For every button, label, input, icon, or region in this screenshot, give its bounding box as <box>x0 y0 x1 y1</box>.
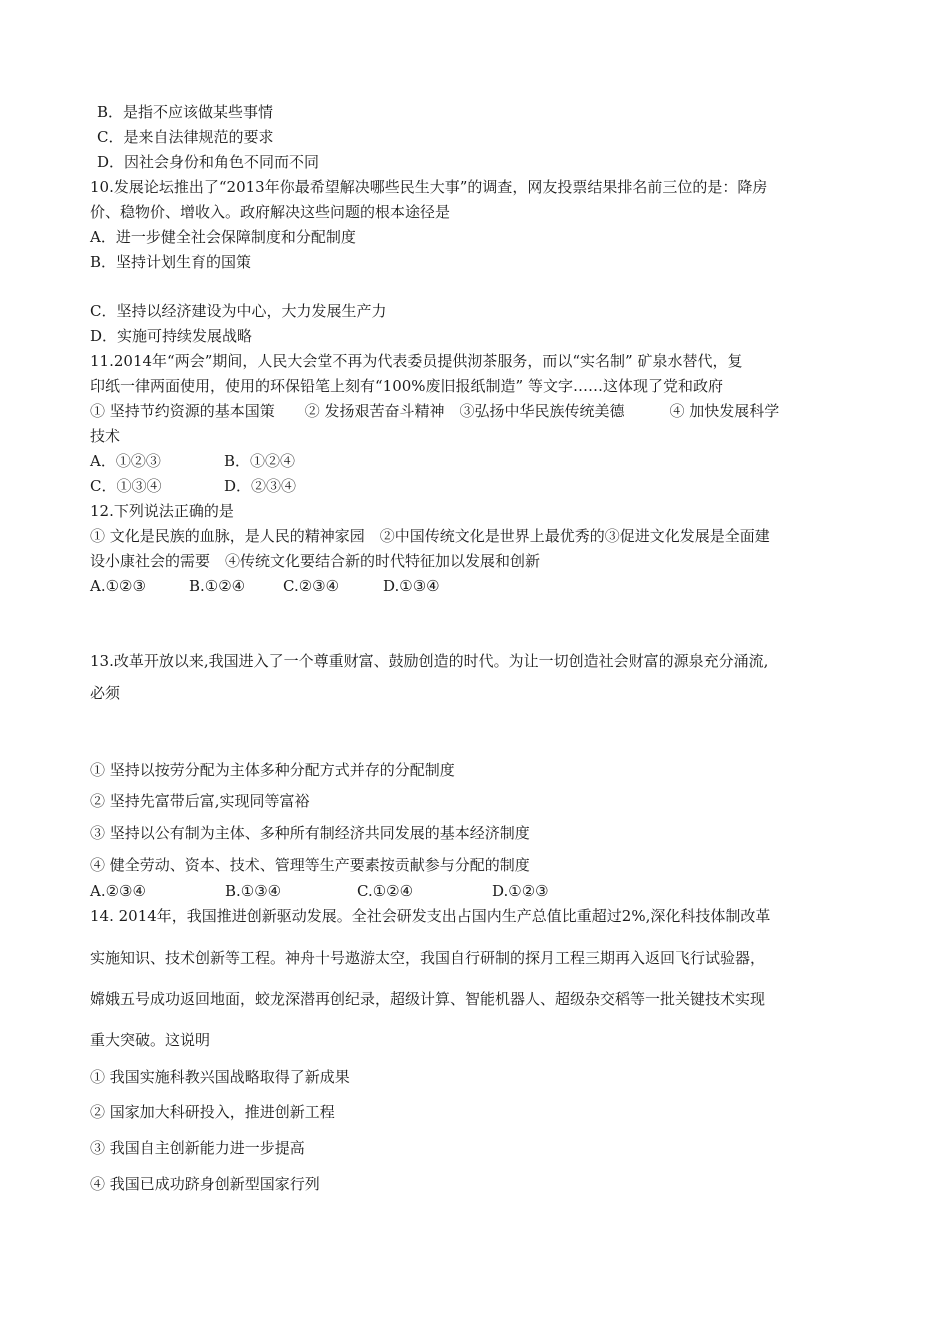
q12-option-b: B.①②④ <box>189 577 246 595</box>
q10-option-b: B．坚持计划生育的国策 <box>90 253 252 271</box>
q14-item-1: ① 我国实施科教兴国战略取得了新成果 <box>90 1068 350 1086</box>
q11-options-row1 <box>90 451 295 471</box>
q13-item-1: ① 坚持以按劳分配为主体多种分配方式并存的分配制度 <box>90 761 455 779</box>
q13-option-d: D.①②③ <box>492 882 549 900</box>
q9-option-d: D．因社会身份和角色不同而不同 <box>97 153 320 171</box>
q12-options-row <box>90 576 440 596</box>
q14-stem-line2: 实施知识、技术创新等工程。神舟十号遨游太空，我国自行研制的探月工程三期再入返回飞行试验器， <box>90 949 766 967</box>
q12-option-c: C.②③④ <box>283 577 340 595</box>
q10-option-d: D．实施可持续发展战略 <box>90 327 253 345</box>
q10-stem-line2: 价、稳物价、增收入。政府解决这些问题的根本途径是 <box>90 203 451 221</box>
q12-items-line1: ① 文化是民族的血脉，是人民的精神家园 ②中国传统文化是世界上最优秀的③促进文化发展是全面建 <box>90 527 770 545</box>
q12-items-line2: 设小康社会的需要 ④传统文化要结合新的时代特征加以发展和创新 <box>90 552 541 570</box>
q14-stem-line1: 14. 2014年，我国推进创新驱动发展。全社会研发支出占国内生产总值比重超过2%,深化科技体制改革 <box>90 907 771 925</box>
q13-option-c: C.①②④ <box>357 882 414 900</box>
q13-stem-line2: 必须 <box>90 684 121 702</box>
q13-stem-line1: 13.改革开放以来,我国进入了一个尊重财富、鼓励创造的时代。为让一切创造社会财富的源泉充分涌流, <box>90 652 769 670</box>
q11-items-line1: ① 坚持节约资源的基本国策 ② 发扬艰苦奋斗精神 ③弘扬中华民族传统美德 ④ 加快发展科学 <box>90 402 780 420</box>
q12-option-d: D.①③④ <box>383 577 440 595</box>
q11-stem-line2: 印纸一律两面使用，使用的环保铅笔上刻有“100%废旧报纸制造” 等文字……这体现了党和政府 <box>90 377 723 395</box>
q13-item-3: ③ 坚持以公有制为主体、多种所有制经济共同发展的基本经济制度 <box>90 824 530 842</box>
q13-option-a: A.②③④ <box>90 882 146 900</box>
q13-options-row <box>90 881 549 901</box>
q12-option-a: A.①②③ <box>90 577 146 595</box>
q14-item-4: ④ 我国已成功跻身创新型国家行列 <box>90 1175 320 1193</box>
q9-option-b: B．是指不应该做某些事情 <box>97 103 274 121</box>
q14-item-2: ② 国家加大科研投入，推进创新工程 <box>90 1103 335 1121</box>
q10-stem-line1: 10.发展论坛推出了“2013年你最希望解决哪些民生大事”的调查，网友投票结果排名前三位的是：降房 <box>90 178 768 196</box>
q13-option-b: B.①③④ <box>225 882 282 900</box>
q9-option-c: C．是来自法律规范的要求 <box>97 128 274 146</box>
q11-items-line2: 技术 <box>90 427 121 445</box>
q10-option-c: C．坚持以经济建设为中心，大力发展生产力 <box>90 302 387 320</box>
q10-option-a: A．进一步健全社会保障制度和分配制度 <box>90 228 356 246</box>
q14-stem-line3: 嫦娥五号成功返回地面，蛟龙深潜再创纪录，超级计算、智能机器人、超级杂交稻等一批关键技术实现 <box>90 990 766 1008</box>
q11-option-b: B．①②④ <box>224 452 296 470</box>
q12-stem: 12.下列说法正确的是 <box>90 502 234 520</box>
q13-item-2: ② 坚持先富带后富,实现同等富裕 <box>90 792 310 810</box>
q11-option-a: A．①②③ <box>90 452 161 470</box>
q11-option-d: D．②③④ <box>224 477 297 495</box>
q11-options-row2 <box>90 476 296 496</box>
q13-item-4: ④ 健全劳动、资本、技术、管理等生产要素按贡献参与分配的制度 <box>90 856 530 874</box>
q11-stem-line1: 11.2014年“两会”期间，人民大会堂不再为代表委员提供沏茶服务，而以“实名制” 矿泉水替代，复 <box>90 352 743 370</box>
q14-stem-line4: 重大突破。这说明 <box>90 1031 211 1049</box>
q11-option-c: C．①③④ <box>90 477 162 495</box>
q14-item-3: ③ 我国自主创新能力进一步提高 <box>90 1139 305 1157</box>
